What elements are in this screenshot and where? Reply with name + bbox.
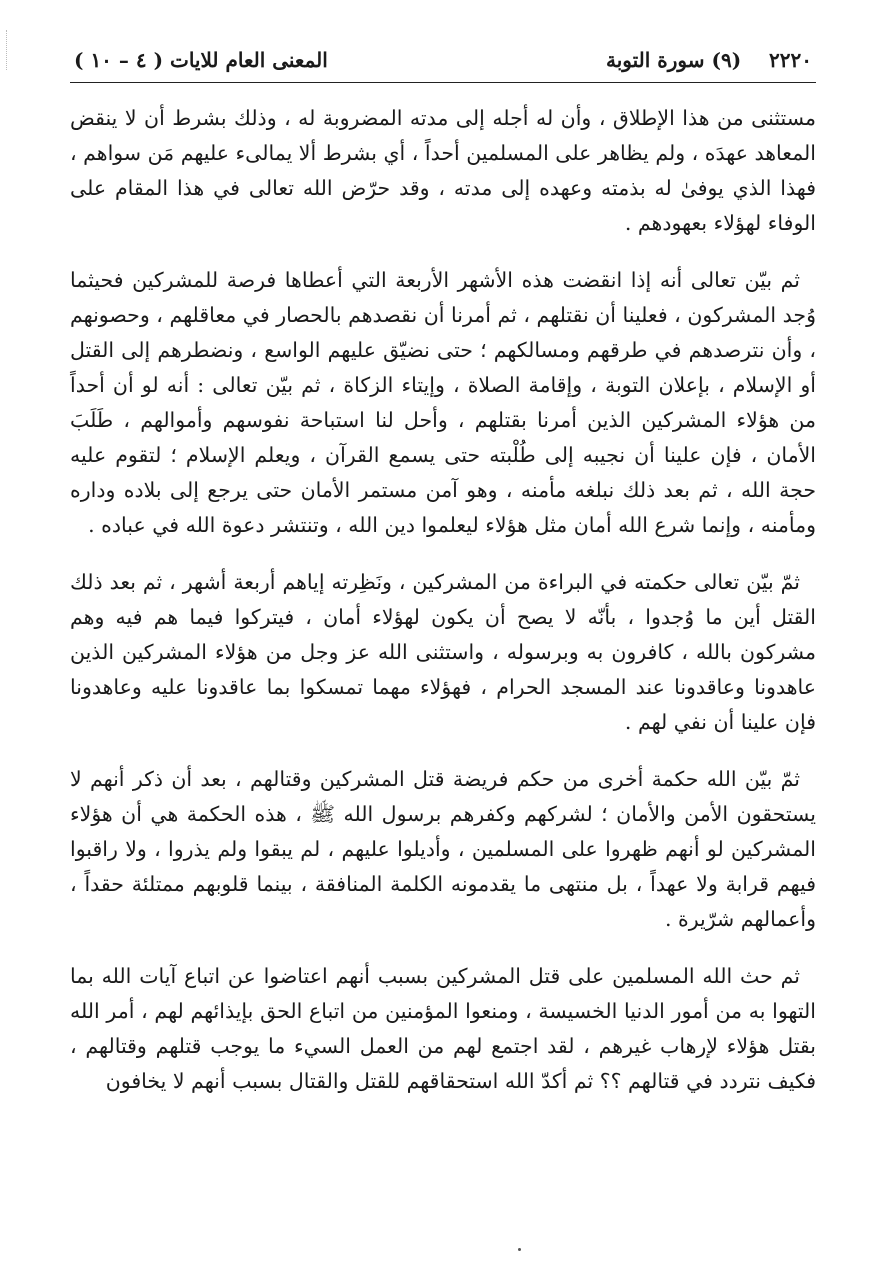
page-number: ٢٢٢٠ bbox=[769, 48, 812, 72]
running-header bbox=[70, 48, 816, 83]
paragraph-3: ثمّ بيّن تعالى حكمته في البراءة من المشركين ، ونَظِرته إياهم أربعة أشهر ، ثم بعد ذلك القتل أين ما وُجدوا ، بأنّه لا يصح أن يكون لهؤلاء أمان ، فيتركوا فيما هم فيه وهم مشركون بالله ، كافرون به وبرسوله ، واستثنى الله عز وجل من هؤلاء المشركين الذين عاهدونا وعاقدونا عند المسجد الحرام ، فهؤلاء مهما تمسكوا بما عاقدونا عليه وعاهدونا فإن علينا أن نفي لهم . bbox=[70, 570, 816, 734]
page-dot-mark bbox=[518, 1248, 521, 1251]
surah-label: (٩) سورة التوبة bbox=[606, 48, 742, 72]
paragraph-5: ثم حث الله المسلمين على قتل المشركين بسبب أنهم اعتاضوا عن اتباع آيات الله بما التهوا به من أمور الدنيا الخسيسة ، ومنعوا المؤمنين من اتباع الحق بإيذائهم لهم ، أمر الله بقتل هؤلاء لإرهاب غيرهم ، لقد اجتمع لهم من العمل السيء ما يوجب قتلهم وقتالهم ، فكيف نتردد في قتالهم ؟؟ ثم أكدّ الله استحقاقهم للقتل والقتال بسبب أنهم لا يخافون bbox=[70, 964, 816, 1093]
book-page bbox=[70, 48, 816, 1121]
page-edge-mark bbox=[6, 30, 11, 70]
header-page-and-surah bbox=[606, 48, 812, 72]
paragraph-4: ثمّ بيّن الله حكمة أخرى من حكم فريضة قتل المشركين وقتالهم ، بعد أن ذكر أنهم لا يستحقون الأمن والأمان ؛ لشركهم وكفرهم برسول الله ﷺ ، هذه الحكمة هي أن هؤلاء المشركين لو أنهم ظهروا على المسلمين ، وأديلوا عليهم ، لم يبقوا ولم يذروا ، ولا راقبوا فيهم قرابة ولا عهداً ، بل منتهى ما يقدمونه الكلمة المنافقة ، بينما قلوبهم ممتلئة حقداً ، وأعمالهم شرّيرة . bbox=[70, 767, 816, 931]
section-title: المعنى العام للايات ( ٤ – ١٠ ) bbox=[74, 48, 328, 72]
paragraph-2: ثم بيّن تعالى أنه إذا انقضت هذه الأشهر الأربعة التي أعطاها فرصة للمشركين فحيثما وُجد المشركون ، فعلينا أن نقتلهم ، ثم أمرنا أن نقصدهم بالحصار في معاقلهم ، وحصونهم ، وأن نترصدهم في طرقهم ومسالكهم ؛ حتى نضيّق عليهم الواسع ، ونضطرهم إلى القتل أو الإسلام ، بإعلان التوبة ، وإقامة الصلاة ، وإيتاء الزكاة ، ثم بيّن تعالى : أنه لو أن أحداً من هؤلاء المشركين الذين أمرنا بقتلهم ، وأحل لنا استباحة نفوسهم وأموالهم ، طَلَبَ الأمان ، فإن علينا أن نجيبه إلى طُلْبته حتى يسمع القرآن ، ويعلم الإسلام ؛ لتقوم عليه حجة الله ، ثم بعد ذلك نبلغه مأمنه ، وهو آمن مستمر الأمان حتى يرجع إلى بلاده وداره ومأمنه ، وإنما شرع الله أمان مثل هؤلاء ليعلموا دين الله ، وتنتشر دعوة الله في عباده . bbox=[70, 268, 816, 537]
body-text bbox=[70, 101, 816, 1099]
paragraph-1: مستثنى من هذا الإطلاق ، وأن له أجله إلى مدته المضروبة له ، وذلك بشرط أن لا ينقض المعاهد عهدَه ، ولم يظاهر على المسلمين أحداً ، أي بشرط ألا يمالىء عليهم مَن سواهم ، فهذا الذي يوفىٰ له بذمته وعهده إلى مدته ، وقد حرّض الله تعالى في هذا المقام على الوفاء لهؤلاء بعهودهم . bbox=[70, 106, 816, 235]
